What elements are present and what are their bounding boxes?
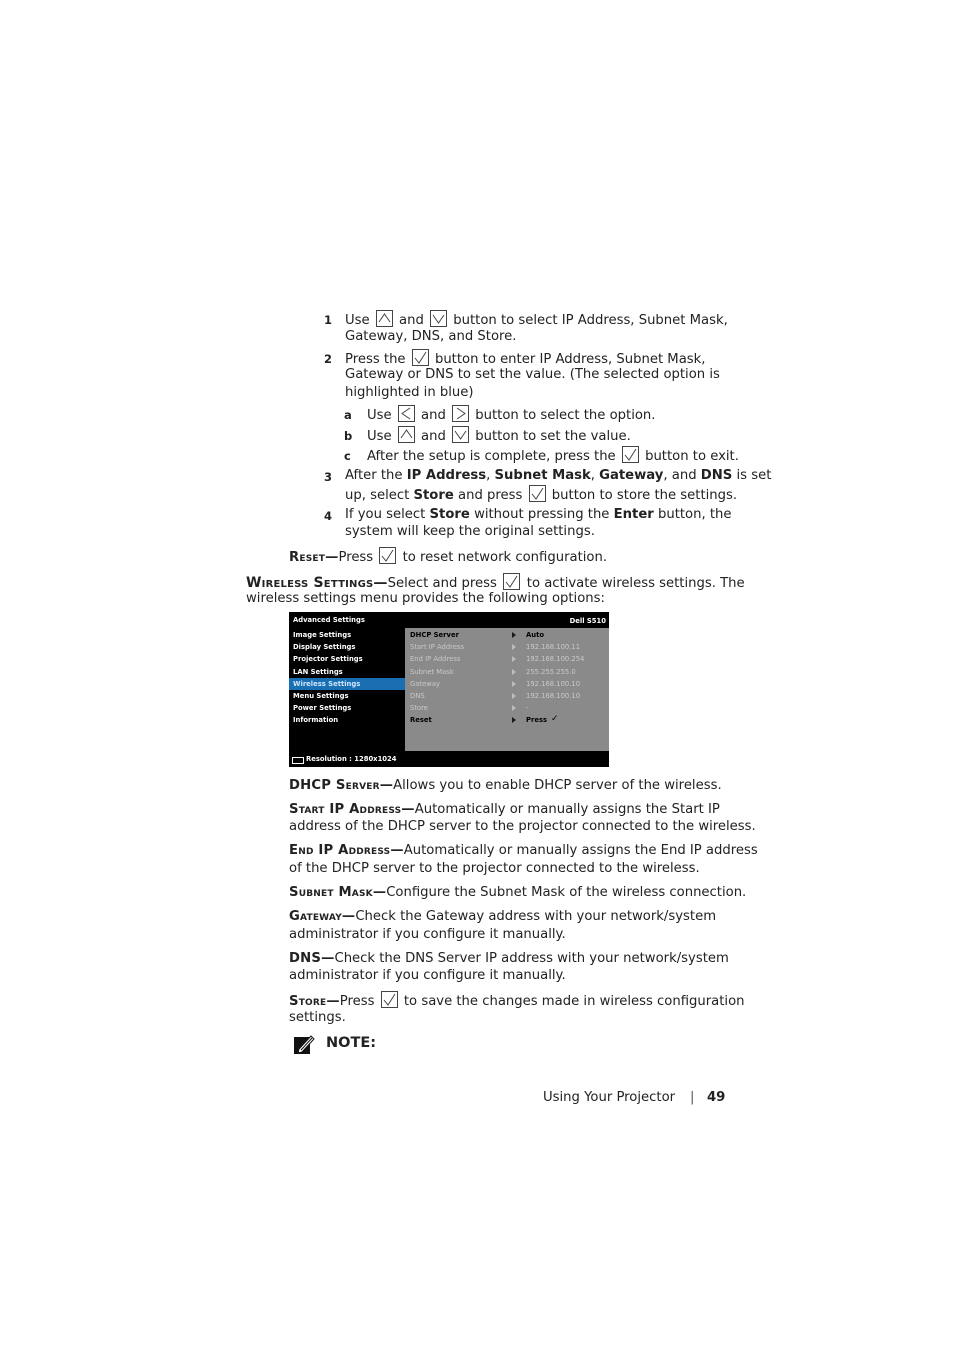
text: Automatically or manually assigns the End IP address	[403, 843, 758, 858]
start-ip-line-2: address of the DHCP server to the projector connected to the wireless.	[289, 819, 756, 834]
bold-term: Store	[429, 507, 470, 522]
gateway-definition	[289, 908, 716, 926]
step-3-line-2	[345, 485, 737, 505]
substep-c	[367, 446, 739, 466]
text: Select and press	[387, 576, 497, 591]
osd-row-dns	[405, 690, 609, 702]
enter-check-icon	[529, 485, 546, 502]
step-1-line-2: Gateway, DNS, and Store.	[345, 329, 517, 344]
triangle-right-icon	[512, 705, 516, 711]
right-arrow-icon	[452, 405, 469, 422]
text: and	[399, 313, 424, 328]
subnet-definition	[289, 884, 746, 902]
osd-row-dhcp	[405, 629, 609, 641]
term: DNS—	[289, 951, 335, 966]
text: without pressing the	[474, 507, 610, 522]
osd-menu-item: Power Settings	[293, 704, 352, 713]
text: ,	[486, 468, 491, 483]
osd-row-value: -	[526, 704, 529, 713]
left-arrow-icon	[398, 405, 415, 422]
store-definition	[289, 991, 745, 1011]
enter-check-icon	[381, 991, 398, 1008]
osd-row-label: Start IP Address	[410, 643, 465, 652]
osd-row-value: Auto	[526, 631, 545, 639]
bold-term: IP Address	[406, 468, 487, 483]
bold-term: Gateway	[599, 468, 664, 483]
osd-row-value: 192.168.100.254	[526, 655, 585, 664]
osd-menu-item-selected: Wireless Settings	[289, 678, 405, 690]
text: button to exit.	[645, 449, 739, 464]
text: If you select	[345, 507, 426, 522]
osd-row-value: 192.168.100.10	[526, 692, 581, 700]
osd-row-label: DNS	[410, 692, 425, 700]
osd-menu-item: Display Settings	[293, 643, 356, 652]
store-line-2: settings.	[289, 1010, 346, 1025]
enter-check-icon	[412, 349, 429, 366]
text: ,	[590, 468, 595, 483]
triangle-right-icon	[512, 681, 516, 687]
substep-b	[367, 426, 631, 446]
triangle-right-icon	[512, 693, 516, 699]
enter-check-icon	[503, 573, 520, 590]
text: to activate wireless settings. The	[526, 576, 745, 591]
dhcp-definition	[289, 777, 722, 795]
end-ip-line-2: of the DHCP server to the projector connected to the wireless.	[289, 861, 700, 876]
text: is set	[736, 468, 772, 483]
start-ip-definition	[289, 801, 720, 819]
step-1-line-1	[345, 310, 728, 330]
display-icon	[292, 757, 304, 764]
text: button to select IP Address, Subnet Mask,	[453, 313, 728, 328]
term: DHCP Server—	[289, 778, 394, 793]
text: Press the	[345, 352, 406, 367]
term: End IP Address—	[289, 843, 404, 858]
substep-a	[367, 405, 656, 425]
text: Use	[367, 429, 392, 444]
osd-row-subnet	[405, 666, 609, 678]
step-number: 2	[324, 352, 333, 366]
text: Check the Gateway address with your network/system	[355, 909, 717, 924]
bold-term: Enter	[613, 507, 654, 522]
text: and	[421, 408, 446, 423]
osd-row-start-ip	[405, 641, 609, 653]
triangle-right-icon	[512, 644, 516, 650]
osd-menu-item: Image Settings	[293, 631, 352, 639]
triangle-right-icon	[512, 632, 516, 638]
bold-term: Subnet Mask	[494, 468, 591, 483]
gateway-line-2: administrator if you configure it manually.	[289, 927, 566, 942]
down-arrow-icon	[430, 310, 447, 327]
osd-menu-item: LAN Settings	[293, 667, 343, 676]
text: Configure the Subnet Mask of the wireless connection.	[386, 885, 747, 900]
osd-row-store	[405, 702, 609, 714]
enter-check-icon	[379, 547, 396, 564]
osd-menu-screenshot	[289, 612, 609, 767]
osd-row-value: 255.255.255.0	[526, 667, 576, 676]
triangle-right-icon	[512, 717, 516, 723]
text: Press	[339, 994, 375, 1009]
text: to save the changes made in wireless configuration	[403, 994, 745, 1009]
step-number: 4	[324, 509, 333, 523]
osd-row-value: Press	[526, 716, 548, 725]
text: up, select	[345, 488, 410, 503]
text: button to store the settings.	[551, 488, 738, 503]
osd-row-value: 192.168.100.10	[526, 679, 581, 688]
step-number: 1	[324, 313, 333, 327]
osd-sidebar	[289, 629, 405, 727]
osd-resolution: Resolution : 1280x1024	[306, 755, 397, 763]
text: After the setup is complete, press the	[367, 449, 616, 464]
step-4-line-1	[345, 506, 732, 524]
text: Check the DNS Server IP address with your network/system	[334, 951, 729, 966]
osd-footer	[289, 751, 609, 767]
wireless-line-2: wireless settings menu provides the following options:	[246, 591, 605, 606]
osd-panel	[405, 628, 609, 751]
substep-letter: b	[344, 429, 353, 443]
up-arrow-icon	[376, 310, 393, 327]
text: to reset network configuration.	[402, 550, 608, 565]
down-arrow-icon	[452, 426, 469, 443]
reset-definition	[289, 547, 607, 567]
osd-row-label: End IP Address	[410, 655, 461, 664]
substep-letter: a	[344, 408, 352, 422]
note-pencil-icon	[293, 1034, 315, 1056]
osd-menu-item: Projector Settings	[293, 655, 363, 664]
osd-row-end-ip	[405, 653, 609, 665]
osd-title: Advanced Settings	[293, 616, 365, 624]
end-ip-definition	[289, 842, 758, 860]
page-number: 49	[707, 1090, 726, 1105]
osd-row-label: Reset	[410, 716, 432, 725]
step-4-line-2: system will keep the original settings.	[345, 524, 595, 539]
osd-row-reset	[405, 714, 609, 726]
enter-check-icon	[622, 446, 639, 463]
osd-model: Dell S510	[569, 617, 606, 625]
dns-definition	[289, 950, 729, 968]
osd-header	[289, 612, 609, 628]
text: Press	[338, 550, 374, 565]
triangle-right-icon	[512, 656, 516, 662]
note-label: NOTE:	[326, 1035, 377, 1051]
osd-row-label: Store	[410, 704, 428, 713]
osd-row-label: DHCP Server	[410, 631, 459, 639]
triangle-right-icon	[512, 669, 516, 675]
up-arrow-icon	[398, 426, 415, 443]
bold-term: DNS	[700, 468, 733, 483]
dns-line-2: administrator if you configure it manually.	[289, 968, 566, 983]
term: Store—	[289, 994, 340, 1009]
text: Allows you to enable DHCP server of the wireless.	[393, 778, 722, 793]
text: After the	[345, 468, 403, 483]
text: button to set the value.	[475, 429, 631, 444]
term: Reset—	[289, 550, 339, 565]
text: button to select the option.	[475, 408, 656, 423]
footer-separator: |	[690, 1090, 695, 1105]
checkmark-icon: ✓	[551, 714, 559, 725]
term: Gateway—	[289, 909, 356, 924]
step-2-line-2: Gateway or DNS to set the value. (The selected option is	[345, 367, 720, 382]
text: Use	[345, 313, 370, 328]
osd-row-gateway	[405, 678, 609, 690]
substep-letter: c	[344, 449, 351, 463]
step-2-line-3: highlighted in blue)	[345, 385, 474, 400]
step-number: 3	[324, 470, 333, 484]
footer-section: Using Your Projector	[543, 1090, 676, 1105]
text: button to enter IP Address, Subnet Mask,	[434, 352, 706, 367]
osd-menu-item: Menu Settings	[293, 691, 349, 700]
osd-row-value: 192.168.100.11	[526, 643, 581, 652]
step-3-line-1	[345, 467, 771, 485]
text: and press	[458, 488, 523, 503]
text: , and	[663, 468, 697, 483]
text: Automatically or manually assigns the Start IP	[414, 802, 720, 817]
term: Wireless Settings—	[246, 575, 388, 591]
text: and	[421, 429, 446, 444]
osd-row-label: Subnet Mask	[410, 667, 454, 676]
bold-term: Store	[413, 488, 454, 503]
term: Start IP Address—	[289, 802, 415, 817]
osd-row-label: Gateway	[410, 679, 441, 688]
term: Subnet Mask—	[289, 885, 387, 900]
text: button, the	[657, 507, 732, 522]
text: Use	[367, 408, 392, 423]
osd-menu-item: Information	[293, 716, 339, 725]
